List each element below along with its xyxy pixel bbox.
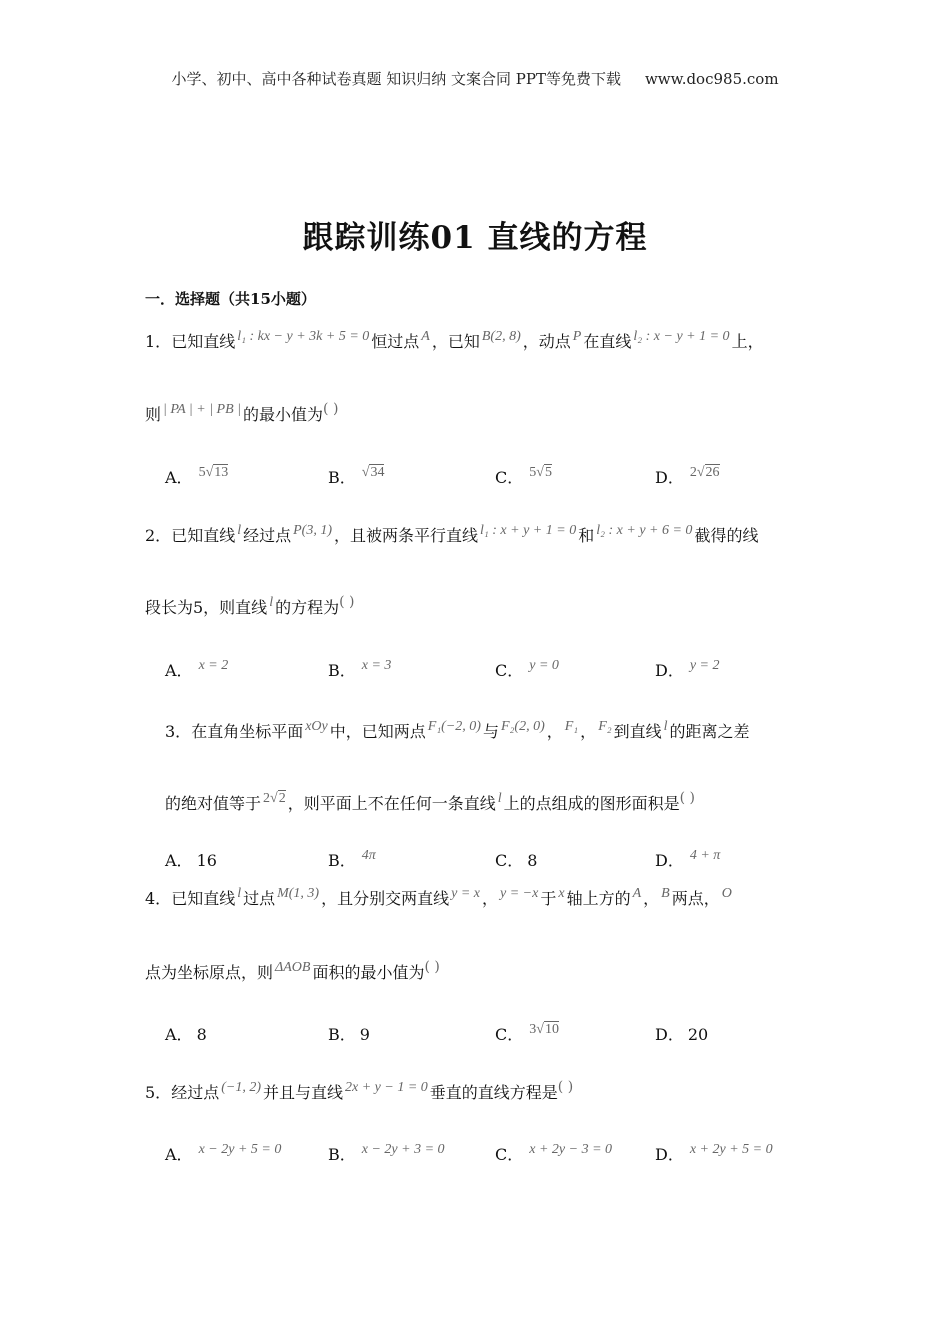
math: x [558, 886, 565, 901]
text: 轴上方的 [566, 889, 631, 908]
math: l [497, 791, 502, 806]
option-label: A． [165, 468, 193, 487]
text: 点为坐标原点，则 [145, 963, 274, 982]
option-math: 2√26 [689, 465, 720, 480]
question-2-line-1 [145, 524, 758, 550]
text: 两点， [671, 889, 720, 908]
option-text: 16 [196, 851, 217, 870]
q3-option-d[interactable] [655, 848, 722, 871]
answer-blank: ( ) [557, 1079, 574, 1095]
text: ， [643, 889, 660, 908]
text: 经过点 [171, 1083, 220, 1102]
math: O [721, 886, 732, 901]
text: 上， [731, 332, 764, 351]
option-label: C． [495, 1025, 524, 1044]
question-number: 4． [145, 889, 172, 908]
option-label: D． [655, 661, 684, 680]
text: ，且被两条平行直线 [334, 526, 479, 545]
math: l₂ : x − y + 1 = 0 [633, 329, 730, 344]
text: 的方程为 [275, 598, 340, 617]
question-3-line-1 [165, 720, 750, 746]
option-label: B． [328, 1025, 356, 1044]
text: 面积的最小值为 [312, 963, 425, 982]
math: l [237, 523, 242, 538]
option-math: 5√13 [198, 465, 229, 480]
text: 已知直线 [171, 889, 236, 908]
question-4-line-2 [145, 961, 440, 987]
question-number: 1． [145, 332, 172, 351]
text: 已知直线 [171, 332, 236, 351]
math: M(1, 3) [277, 886, 320, 901]
option-label: B． [328, 851, 356, 870]
option-text: 8 [196, 1025, 207, 1044]
q2-option-a[interactable] [165, 658, 230, 681]
option-math: 5√5 [529, 465, 552, 480]
math: l₂ : x + y + 6 = 0 [596, 523, 693, 538]
option-math: y = 2 [689, 658, 720, 673]
text: ， [580, 722, 597, 741]
page-title: 跟踪训练01 直线的方程 [302, 220, 648, 256]
text: 段长为5，则直线 [145, 598, 268, 617]
text: 的绝对值等于 [165, 794, 262, 813]
text: ，则平面上不在任何一条直线 [287, 794, 496, 813]
text: ，已知 [431, 332, 480, 351]
question-3-line-2 [165, 792, 695, 818]
math: y = −x [500, 886, 539, 901]
math: P(3, 1) [293, 523, 332, 538]
text: 到直线 [613, 722, 662, 741]
q1-option-b[interactable] [328, 465, 386, 488]
question-number: 5． [145, 1083, 172, 1102]
option-math: x + 2y + 5 = 0 [689, 1142, 773, 1157]
option-label: C． [495, 661, 524, 680]
text: 截得的线 [694, 526, 759, 545]
option-label: D． [655, 1145, 684, 1164]
option-text: 20 [687, 1025, 709, 1044]
answer-blank: ( ) [323, 401, 339, 417]
text: 则 [145, 405, 162, 424]
text: 过点 [243, 889, 276, 908]
math: y = x [451, 886, 480, 901]
q1-option-c[interactable] [495, 465, 554, 488]
math: F₂(2, 0) [500, 719, 545, 734]
q1-option-d[interactable] [655, 465, 722, 488]
text: ，动点 [522, 332, 571, 351]
option-math: 3√10 [529, 1022, 559, 1037]
q5-option-d[interactable] [655, 1142, 775, 1165]
option-label: D． [655, 1025, 684, 1044]
q2-option-d[interactable] [655, 658, 722, 681]
option-label: B． [328, 468, 356, 487]
math: l [663, 719, 668, 734]
math: l [269, 595, 274, 610]
question-4-line-1 [145, 887, 734, 913]
math: l₁ : kx − y + 3k + 5 = 0 [237, 329, 370, 344]
math: A [632, 886, 642, 901]
q4-option-c[interactable] [495, 1022, 561, 1045]
text: 的最小值为 [243, 405, 324, 424]
option-label: A． [165, 1145, 193, 1164]
math: l [237, 886, 242, 901]
option-text: 8 [527, 851, 538, 870]
q5-option-b[interactable] [328, 1142, 447, 1165]
answer-blank: ( ) [424, 959, 440, 975]
q3-option-b[interactable] [328, 848, 378, 871]
text: ， [546, 722, 563, 741]
option-math: x − 2y + 3 = 0 [361, 1142, 445, 1157]
option-label: A． [165, 1025, 193, 1044]
q3-option-c[interactable] [495, 848, 537, 871]
math: xOy [305, 719, 328, 734]
question-2-line-2 [145, 596, 354, 622]
option-math: 4π [361, 848, 376, 863]
text: 于 [540, 889, 557, 908]
text: ，且分别交两直线 [321, 889, 450, 908]
text: 恒过点 [371, 332, 420, 351]
option-label: A． [165, 661, 193, 680]
math: B(2, 8) [481, 329, 521, 344]
text: 已知直线 [171, 526, 236, 545]
option-label: A． [165, 851, 193, 870]
header-text: 小学、初中、高中各种试卷真题 知识归纳 文案合同 PPT等免费下载 [171, 70, 621, 88]
question-number: 2． [145, 526, 172, 545]
question-1-line-2 [145, 403, 338, 429]
math: A [421, 329, 430, 344]
math: (−1, 2) [221, 1080, 261, 1095]
text: 在直角坐标平面 [191, 722, 304, 741]
question-number: 3． [165, 722, 192, 741]
page-header [0, 68, 950, 89]
q4-option-a[interactable] [165, 1022, 207, 1045]
math: 2x + y − 1 = 0 [345, 1080, 428, 1095]
q4-option-d[interactable] [655, 1022, 708, 1045]
text: 在直线 [583, 332, 632, 351]
option-label: C． [495, 851, 524, 870]
math: l₁ : x + y + 1 = 0 [480, 523, 577, 538]
text: 的距离之差 [669, 722, 750, 741]
q2-option-c[interactable] [495, 658, 561, 681]
q4-option-b[interactable] [328, 1022, 370, 1045]
option-math: 4 + π [689, 848, 721, 863]
answer-blank: ( ) [339, 594, 355, 610]
option-label: D． [655, 468, 684, 487]
q3-option-a[interactable] [165, 848, 217, 871]
math: F₂ [598, 719, 612, 734]
option-label: D． [655, 851, 684, 870]
option-label: C． [495, 468, 524, 487]
option-label: C． [495, 1145, 524, 1164]
text: ， [482, 889, 499, 908]
option-math: y = 0 [529, 658, 559, 673]
option-math: x = 2 [198, 658, 229, 673]
answer-blank: ( ) [679, 790, 695, 806]
option-text: 9 [359, 1025, 370, 1044]
text: 经过点 [243, 526, 292, 545]
math: 2√2 [263, 791, 286, 806]
math: B [661, 886, 670, 901]
option-math: x − 2y + 5 = 0 [198, 1142, 282, 1157]
question-5-line-1 [145, 1081, 573, 1107]
text: 中，已知两点 [329, 722, 426, 741]
option-math: x = 3 [361, 658, 392, 673]
math: F₁(−2, 0) [427, 719, 481, 734]
question-1-line-1 [145, 330, 764, 356]
math: P [572, 329, 582, 344]
q2-option-b[interactable] [328, 658, 393, 681]
text: 和 [578, 526, 595, 545]
option-label: B． [328, 661, 356, 680]
option-math: x + 2y − 3 = 0 [529, 1142, 613, 1157]
section-heading: 一．选择题（共15小题） [145, 290, 316, 308]
text: 并且与直线 [262, 1083, 343, 1102]
math: F₁ [564, 719, 579, 734]
q1-option-a[interactable] [165, 465, 230, 488]
math: | PA | + | PB | [163, 402, 242, 417]
q5-option-a[interactable] [165, 1142, 283, 1165]
text: 与 [482, 722, 499, 741]
text: 垂直的直线方程是 [429, 1083, 558, 1102]
option-label: B． [328, 1145, 356, 1164]
option-math: √34 [361, 465, 385, 480]
q5-option-c[interactable] [495, 1142, 614, 1165]
text: 上的点组成的图形面积是 [503, 794, 680, 813]
math: ΔAOB [275, 960, 311, 975]
header-site[interactable]: www.doc985.com [644, 70, 779, 88]
